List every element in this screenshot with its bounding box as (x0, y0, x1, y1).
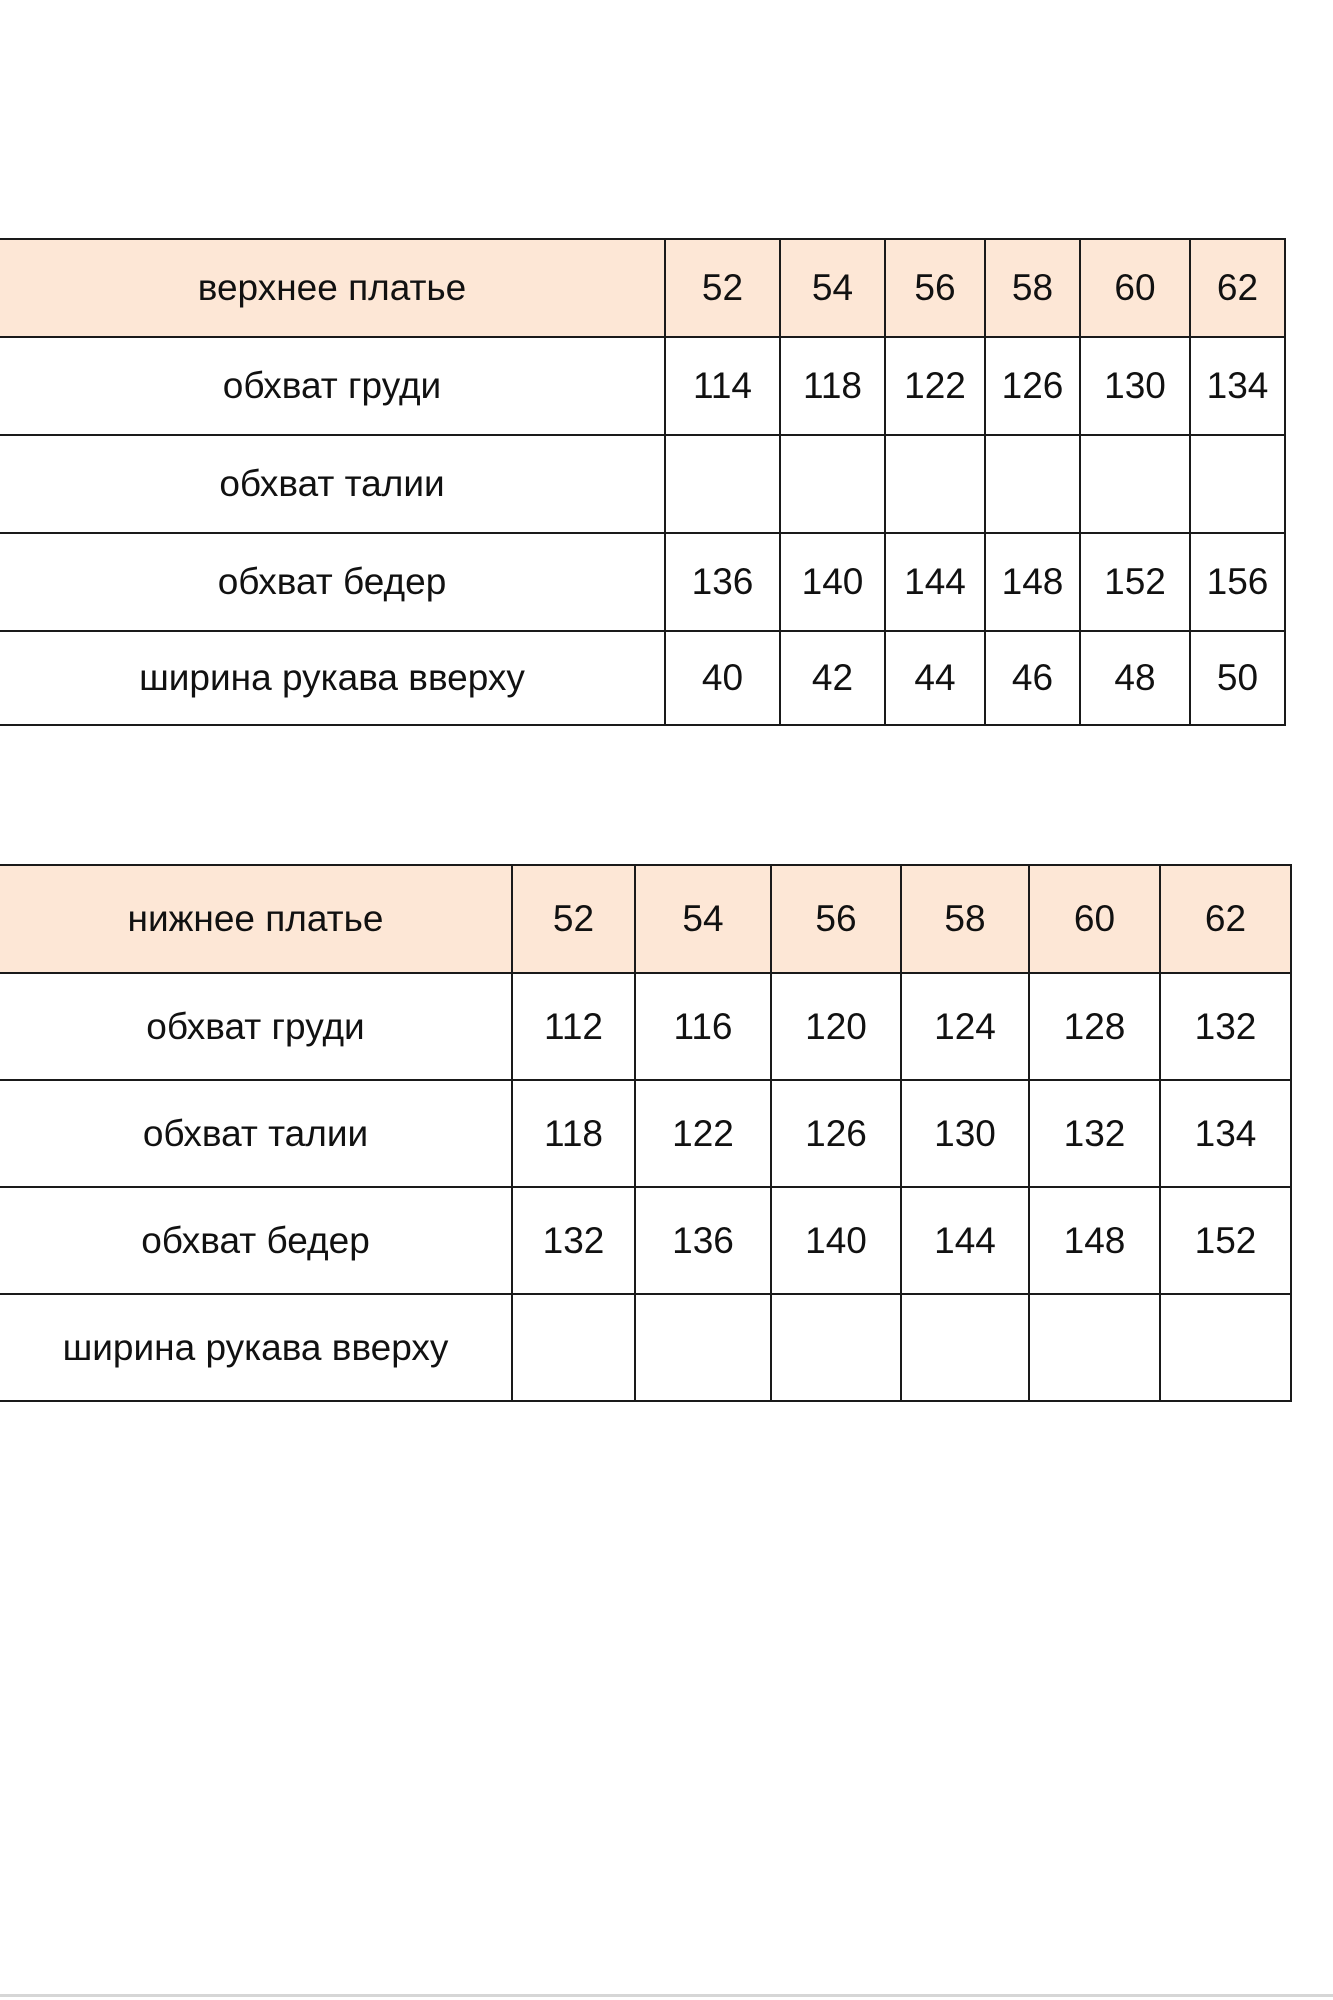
size-header-cell: 56 (885, 239, 985, 337)
table-header-row (0, 239, 1285, 337)
size-header-cell: 60 (1029, 865, 1160, 973)
table-cell: 132 (1029, 1080, 1160, 1187)
table-cell: 120 (771, 973, 901, 1080)
measurement-label-cell: обхват груди (0, 973, 512, 1080)
measurement-label-cell: ширина рукава вверху (0, 631, 665, 725)
table-cell: 130 (1080, 337, 1190, 435)
table-cell: 44 (885, 631, 985, 725)
table-cell: 42 (780, 631, 885, 725)
measurement-label-cell: обхват талии (0, 435, 665, 533)
size-header-cell: 52 (665, 239, 780, 337)
table-cell: 124 (901, 973, 1029, 1080)
table-cell (771, 1294, 901, 1401)
table-row (0, 533, 1285, 631)
table-cell (1160, 1294, 1291, 1401)
table-cell: 126 (985, 337, 1080, 435)
table-cell (512, 1294, 635, 1401)
table-cell (665, 435, 780, 533)
table-cell: 48 (1080, 631, 1190, 725)
size-header-cell: 62 (1160, 865, 1291, 973)
size-header-cell: 60 (1080, 239, 1190, 337)
table-cell: 148 (985, 533, 1080, 631)
page-bottom-divider (0, 1994, 1333, 1997)
table-cell: 118 (512, 1080, 635, 1187)
table-cell: 136 (635, 1187, 771, 1294)
table-row (0, 435, 1285, 533)
table-cell: 132 (1160, 973, 1291, 1080)
size-header-cell: 58 (985, 239, 1080, 337)
table-row (0, 1187, 1291, 1294)
measurement-label-cell: обхват талии (0, 1080, 512, 1187)
measurement-label-cell: обхват бедер (0, 533, 665, 631)
lower-dress-size-table (0, 864, 1292, 1402)
table-cell: 140 (780, 533, 885, 631)
size-header-cell: 54 (635, 865, 771, 973)
size-header-cell: 58 (901, 865, 1029, 973)
table-cell: 144 (901, 1187, 1029, 1294)
table-cell (1080, 435, 1190, 533)
measurement-label-cell: обхват груди (0, 337, 665, 435)
table-cell: 46 (985, 631, 1080, 725)
table-cell (1190, 435, 1285, 533)
table-cell: 128 (1029, 973, 1160, 1080)
table-cell: 140 (771, 1187, 901, 1294)
table-cell (1029, 1294, 1160, 1401)
table-cell: 156 (1190, 533, 1285, 631)
table-cell: 114 (665, 337, 780, 435)
table-cell: 112 (512, 973, 635, 1080)
table-cell (885, 435, 985, 533)
size-header-cell: 52 (512, 865, 635, 973)
table-cell: 40 (665, 631, 780, 725)
upper-dress-size-table (0, 238, 1286, 726)
table-cell: 134 (1160, 1080, 1291, 1187)
table-cell (635, 1294, 771, 1401)
size-header-cell: 62 (1190, 239, 1285, 337)
table-cell: 144 (885, 533, 985, 631)
table-cell: 148 (1029, 1187, 1160, 1294)
table-title-cell: нижнее платье (0, 865, 512, 973)
table-cell (901, 1294, 1029, 1401)
measurement-label-cell: ширина рукава вверху (0, 1294, 512, 1401)
table-header-row (0, 865, 1291, 973)
size-header-cell: 56 (771, 865, 901, 973)
table-cell: 136 (665, 533, 780, 631)
table-row (0, 973, 1291, 1080)
table-cell: 134 (1190, 337, 1285, 435)
table-cell: 118 (780, 337, 885, 435)
table-cell: 152 (1080, 533, 1190, 631)
table-cell: 122 (635, 1080, 771, 1187)
table-row (0, 1080, 1291, 1187)
table-cell (985, 435, 1080, 533)
table-cell: 116 (635, 973, 771, 1080)
table-cell: 50 (1190, 631, 1285, 725)
table-cell: 122 (885, 337, 985, 435)
table-row (0, 1294, 1291, 1401)
table-row (0, 631, 1285, 725)
table-cell: 130 (901, 1080, 1029, 1187)
table-title-cell: верхнее платье (0, 239, 665, 337)
table-row (0, 337, 1285, 435)
table-cell: 132 (512, 1187, 635, 1294)
table-cell: 152 (1160, 1187, 1291, 1294)
table-cell: 126 (771, 1080, 901, 1187)
table-cell (780, 435, 885, 533)
size-header-cell: 54 (780, 239, 885, 337)
measurement-label-cell: обхват бедер (0, 1187, 512, 1294)
